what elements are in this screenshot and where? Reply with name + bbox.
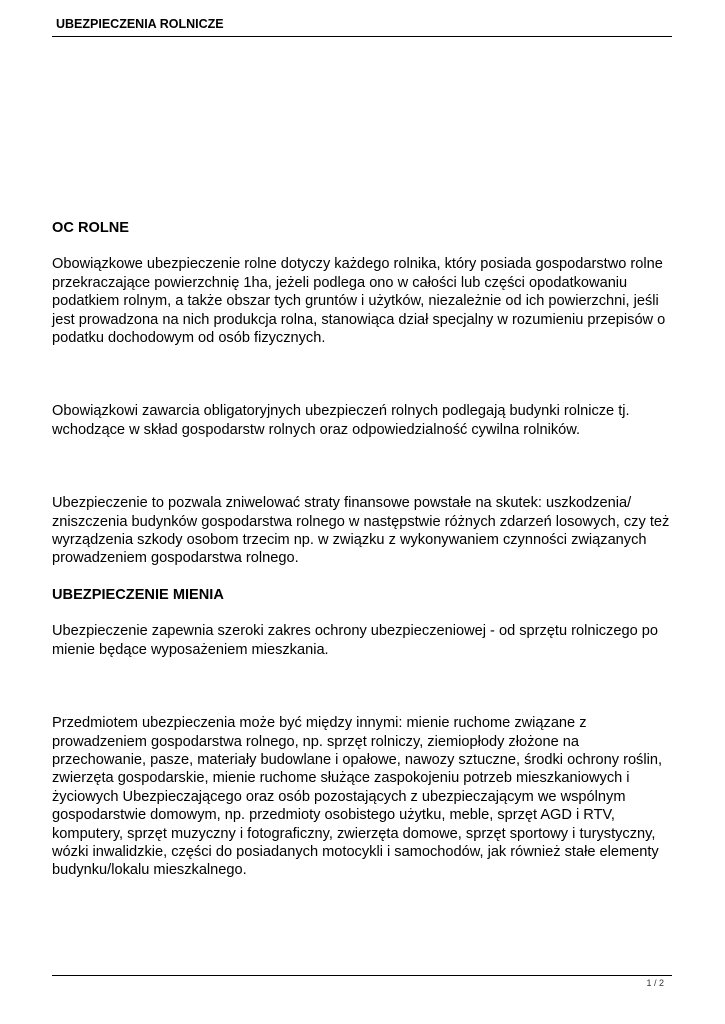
section-heading-mienie: UBEZPIECZENIE MIENIA	[52, 586, 224, 603]
paragraph-oc-2: Obowiązkowi zawarcia obligatoryjnych ubezpieczeń rolnych podlegają budynki rolnicze tj. wchodzące w skład gospodarstw rolnych oraz odpowiedzialność cywilna rolników.	[52, 403, 630, 438]
page-header	[52, 14, 672, 37]
paragraph-oc-1: Obowiązkowe ubezpieczenie rolne dotyczy każdego rolnika, który posiada gospodarstwo rolne przekraczające powierzchnię 1ha, jeżeli podlega ono w całości lub części opodatkowaniu podatkiem rolnym, a także obszar tych gruntów i użytków, niezależnie od ich powierzchni, jeśli jest prowadzona na nich produkcja rolna, stanowiąca dział specjalny w rozumieniu przepisów o podatku dochodowym od osób fizycznych.	[52, 256, 666, 347]
document-title: UBEZPIECZENIA ROLNICZE	[56, 17, 224, 31]
section-heading-oc-rolne: OC ROLNE	[52, 220, 130, 236]
paragraph-mienie-2: Przedmiotem ubezpieczenia może być między innymi: mienie ruchome związane z prowadzeniem gospodarstwa rolnego, np. sprzęt rolniczy, ziemiopłody złożone na przechowanie, pasze, materiały budowlane i opałowe, nawozy sztuczne, środki ochrony roślin, zwierzęta gospodarskie, mienie ruchome służące zaspokojeniu potrzeb mieszkaniowych i życiowych Ubezpieczającego oraz osób pozostających z ubezpieczającym we wspólnym gospodarstwie domowym, np. przedmioty osobistego użytku, meble, sprzęt AGD i RTV, komputery, sprzęt muzyczny i fotograficzny, zwierzęta domowe, sprzęt sportowy i turystyczny, wózki inwalidzkie, części do posiadanych motocykli i samochodów, jak również stałe elementy budynku/lokalu mieszkalnego.	[52, 715, 663, 879]
paragraph-mienie-1: Ubezpieczenie zapewnia szeroki zakres ochrony ubezpieczeniowej - od sprzętu rolniczego po mienie będące wyposażeniem mieszkania.	[52, 623, 658, 658]
paragraph-oc-3: Ubezpieczenie to pozwala zniwelować straty finansowe powstałe na skutek: uszkodzenia/ zniszczenia budynków gospodarstwa rolnego w następstwie różnych zdarzeń losowych, czy też wyrządzenia szkody osobom trzecim np. w związku z wykonywaniem czynności związanych prowadzeniem gospodarstwa rolnego.	[52, 495, 670, 567]
footer-divider	[52, 975, 672, 976]
page-number: 1 / 2	[646, 978, 664, 988]
document-body	[52, 219, 674, 880]
